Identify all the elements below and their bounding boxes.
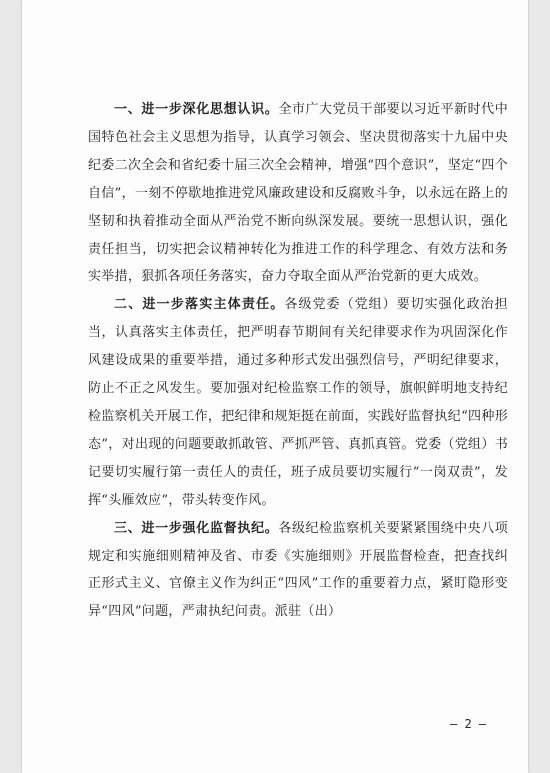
paragraph-2-text: 各级党委（党组）要切实强化政治担当，认真落实主体责任，把严明春节期间有关纪律要求作为巩固深化作风建设成果的重要举措，通过多种形式发出强烈信号，严明纪律要求，防止不正之风发生。要加强对纪检监察工作的领导，旗帜鲜明地支持纪检监察机关开展工作，把纪律和规矩挺在前面，实践好监督执纪“四种形态”，对出现的问题要敢抓敢管、严抓严管、真抓真管。党委（党组）书记要切实履行第一责任人的责任，班子成员要切实履行“一岗双责”，发挥“头雁效应”，带头转变作风。 [88, 297, 508, 508]
paragraph-1-heading: 一、进一步深化思想认识。 [114, 102, 279, 117]
paragraph-3-heading: 三、进一步强化监督执纪。 [114, 520, 279, 536]
page-number: — 2 — [450, 717, 487, 731]
paragraph-1 [88, 96, 508, 291]
document-page [22, 0, 528, 773]
paragraph-3-text: 各级纪检监察机关要紧紧围绕中央八项规定和实施细则精神及省、市委《实施细则》开展监督检查，把查找纠正形式主义、官僚主义作为纠正“四风”工作的重要着力点，紧盯隐形变异“四风”问题，严肃执纪问责。派驻（出） [88, 520, 508, 620]
paragraph-3 [88, 515, 508, 627]
paragraph-1-text: 全市广大党员干部要以习近平新时代中国特色社会主义思想为指导，认真学习领会、坚决贯彻落实十九届中央纪委二次全会和省纪委十届三次全会精神，增强“四个意识”，坚定“四个自信”，一刻不停歇地推进党风廉政建设和反腐败斗争，以永远在路上的坚韧和执着推动全面从严治党不断向纵深发展。要统一思想认识，强化责任担当，切实把会议精神转化为推进工作的科学理念、有效方法和务实举措，狠抓各项任务落实，奋力夺取全面从严治党新的更大成效。 [88, 102, 508, 285]
paragraph-2-heading: 二、进一步落实主体责任。 [114, 297, 285, 313]
document-body [88, 96, 508, 626]
paragraph-2 [88, 291, 508, 514]
